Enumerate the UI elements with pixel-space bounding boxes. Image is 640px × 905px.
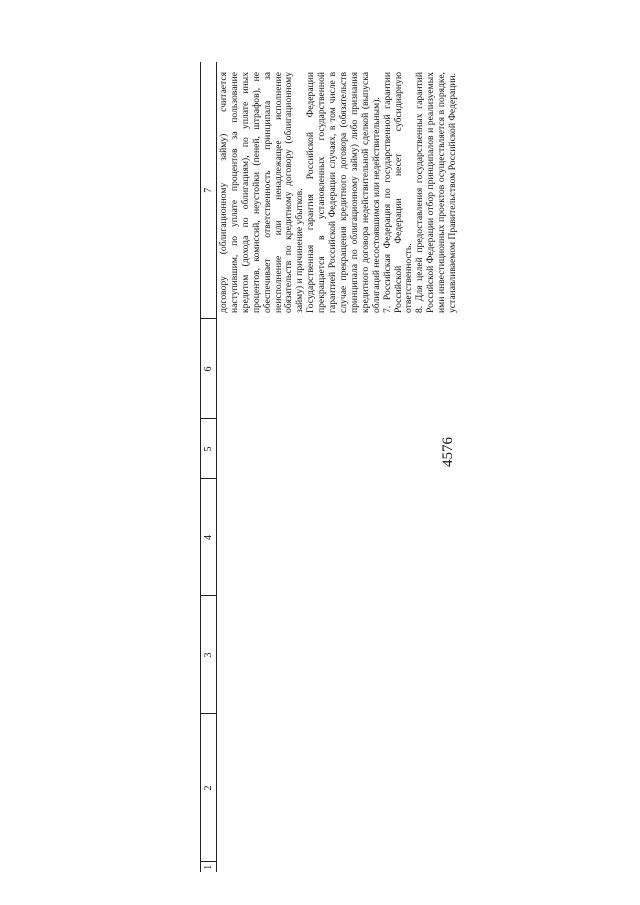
cell-col-2 <box>217 714 482 862</box>
budget-table <box>200 62 481 872</box>
cell-col-6 <box>217 319 482 419</box>
column-header-2: 2 <box>201 714 217 862</box>
column-header-4: 4 <box>201 479 217 596</box>
cell-col-4 <box>217 479 482 596</box>
rotated-table-sheet <box>200 62 480 872</box>
cell-col-3 <box>217 596 482 714</box>
paragraph-guarantee-scope: договору (облигационному займу) считается наступившим, по уплате процентов за пользование кредитом (дохода по облигациям), по уплате иных процентов, комиссий, неустойки (пеней, штрафов), не обеспечивает ответственность принципала за неисполнение или ненадлежащее исполнение обязательств по кредитному договору (облигационному займу) и причинение убытков. <box>218 72 306 313</box>
cell-col-7 <box>217 62 482 319</box>
table-row <box>217 62 482 872</box>
column-header-7: 7 <box>201 62 217 319</box>
paragraph-item-7: 7. Российская Федерация по государственной гарантии Российской Федерации несет субсидиарную ответственность. <box>381 72 415 313</box>
column-header-6: 6 <box>201 319 217 419</box>
column-header-1: 1 <box>201 862 217 872</box>
page-number: 4576 <box>440 437 456 467</box>
column-header-3: 3 <box>201 596 217 714</box>
table-header-row <box>201 62 217 872</box>
cell-col-5 <box>217 419 482 479</box>
column-header-5: 5 <box>201 419 217 479</box>
paragraph-item-8: 8. Для целей предоставления государственных гарантий Российской Федерации отбор принципалов и реализуемых ими инвестиционных проектов осуществляется в порядке, устанавливаемом Правительством Российской Федерации. <box>414 72 459 313</box>
paragraph-guarantee-termination: Государственная гарантия Российской Федерации прекращается в установленных государственной гарантией Российской Федерации случаях, в том числе в случае прекращения кредитного договора (обязательств принципала по облигационному займу) либо признания кредитного договора недействительной сделкой (выпуска облигаций несостоявшимся или недействительным). <box>305 72 382 313</box>
cell-col-1 <box>217 862 482 872</box>
